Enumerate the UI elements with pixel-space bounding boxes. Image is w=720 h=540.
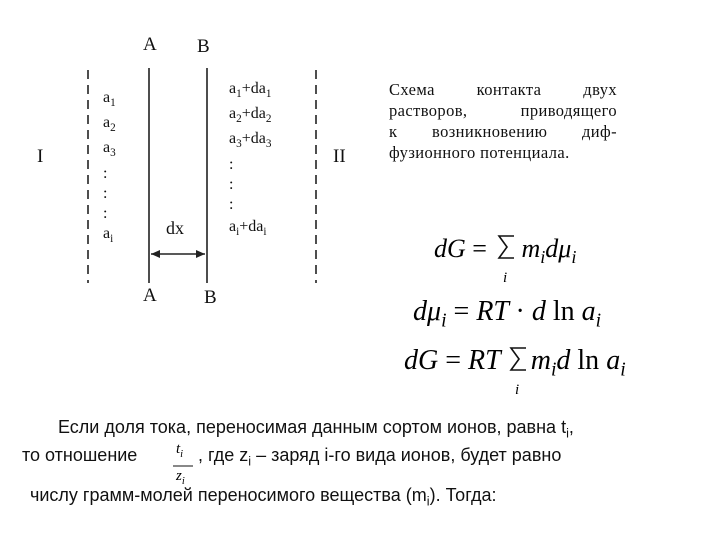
left-item-a1: $a_1$ <box>103 89 116 110</box>
sum-index-1: i <box>503 270 508 286</box>
left-item-a2: $a_2$ <box>103 114 116 135</box>
left-item-a3: $a_3$ <box>103 139 116 160</box>
paragraph-line-2-end: , где $z_i$ – заряд i-го вида ионов, будет равно <box>198 445 562 469</box>
right-item-i: $a_i+da_i$ <box>229 217 267 238</box>
left-concentration-column <box>103 88 116 249</box>
right-item-2: $a_2+da_2$ <box>229 105 272 126</box>
label-B-top: B <box>197 36 210 57</box>
equation-dmu: $d\mu_i$ = RT · d $\ln a_i$ <box>413 296 602 332</box>
sum-index-2: i <box>515 382 520 398</box>
equation-dG-sum: dG = $m_id\mu_i$ <box>434 234 577 268</box>
diagram-caption <box>389 79 617 163</box>
right-item-dots: : <box>229 155 234 173</box>
left-item-dots: : <box>103 184 108 202</box>
fraction-denominator: $z_i$ <box>176 468 185 487</box>
left-item-dots: : <box>103 204 108 222</box>
label-B-bottom: B <box>204 287 217 308</box>
paragraph-line-3: числу грамм-молей переносимого вещества $(m_i)$. Тогда: <box>30 485 497 509</box>
right-item-3: $a_3+da_3$ <box>229 130 272 151</box>
caption-line: Схема контакта двух <box>389 80 617 99</box>
right-item-dots: : <box>229 175 234 193</box>
paragraph-line-1: Если доля тока, переносимая данным сортом ионов, равна $t_i$, <box>58 417 574 441</box>
equation-dG-RT: dG = RT $m_id$ $\ln a_i$ <box>404 345 626 381</box>
paragraph-line-2-start: то отношение <box>22 445 138 465</box>
caption-line: растворов, приводящего <box>389 101 617 120</box>
region-label-I: I <box>37 146 44 167</box>
dx-arrow <box>151 250 205 258</box>
right-concentration-column <box>229 79 271 242</box>
right-item-1: $a_1+da_1$ <box>229 80 272 101</box>
left-item-ai: $a_i$ <box>103 224 114 245</box>
fraction-numerator: $t_i$ <box>176 441 184 460</box>
label-A-bottom: A <box>143 285 157 306</box>
right-item-dots: : <box>229 195 234 213</box>
label-A-top: A <box>143 34 157 55</box>
caption-line: к возникновению диф- <box>389 122 617 141</box>
region-label-II: II <box>333 146 346 167</box>
dx-label: dx <box>166 218 184 238</box>
caption-line: фузионного потенциала. <box>389 143 570 162</box>
left-item-dots: : <box>103 164 108 182</box>
